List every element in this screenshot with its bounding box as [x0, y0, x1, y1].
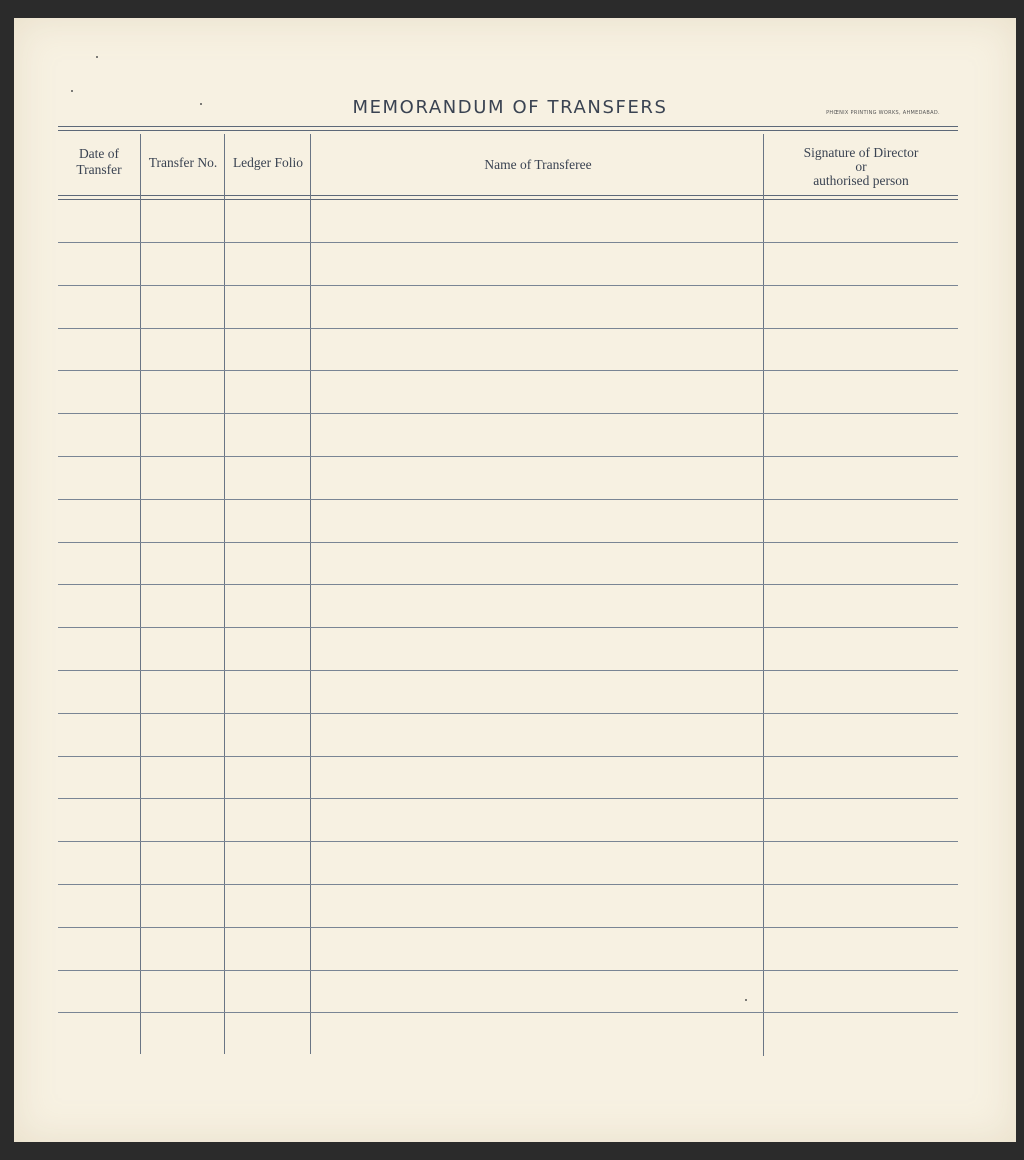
- ledger-row-rule: [58, 841, 958, 842]
- ledger-row-rule: [58, 456, 958, 457]
- ledger-row-rule: [58, 285, 958, 286]
- ledger-row-rule: [58, 627, 958, 628]
- column-divider-1: [140, 134, 141, 1054]
- ledger-row-rule: [58, 884, 958, 885]
- column-header-date: [58, 146, 140, 178]
- form-title: MEMORANDUM OF TRANSFERS: [352, 97, 668, 118]
- column-header-date-line2: Transfer: [76, 162, 122, 177]
- ledger-row-rule: [58, 542, 958, 543]
- ledger-row-rule: [58, 499, 958, 500]
- header-bottom-rule-inner: [58, 199, 958, 200]
- ledger-row-rule: [58, 413, 958, 414]
- column-header-signature: [764, 145, 958, 189]
- column-header-signature-line2: or: [855, 159, 867, 174]
- column-header-signature-line1: Signature of Director: [803, 145, 919, 160]
- header-bottom-rule: [58, 195, 958, 196]
- column-header-signature-line3: authorised person: [813, 173, 909, 188]
- column-divider-2: [224, 134, 225, 1054]
- paper-speck: [745, 999, 747, 1001]
- ledger-row-rule: [58, 242, 958, 243]
- column-header-ledger-folio: Ledger Folio: [232, 155, 304, 170]
- column-divider-3: [310, 134, 311, 1054]
- ledger-row-rule: [58, 798, 958, 799]
- printer-imprint: PHŒNIX PRINTING WORKS, AHMEDABAD.: [826, 110, 940, 116]
- column-header-name-of-transferee: Name of Transferee: [484, 157, 592, 172]
- column-divider-4: [763, 134, 764, 1056]
- header-top-rule-inner: [58, 130, 958, 131]
- ledger-row-rule: [58, 713, 958, 714]
- paper-speck: [71, 90, 73, 92]
- column-header-date-line1: Date of: [78, 146, 120, 161]
- paper-speck: [200, 103, 202, 105]
- ledger-row-rule: [58, 756, 958, 757]
- paper-speck: [96, 56, 98, 58]
- ledger-row-rule: [58, 927, 958, 928]
- ledger-row-rule: [58, 1012, 958, 1013]
- ledger-row-rule: [58, 370, 958, 371]
- column-header-transfer-no: Transfer No.: [148, 155, 218, 170]
- ledger-row-rule: [58, 670, 958, 671]
- header-top-rule: [58, 126, 958, 127]
- ledger-row-rule: [58, 970, 958, 971]
- ledger-row-rule: [58, 328, 958, 329]
- ledger-row-rule: [58, 584, 958, 585]
